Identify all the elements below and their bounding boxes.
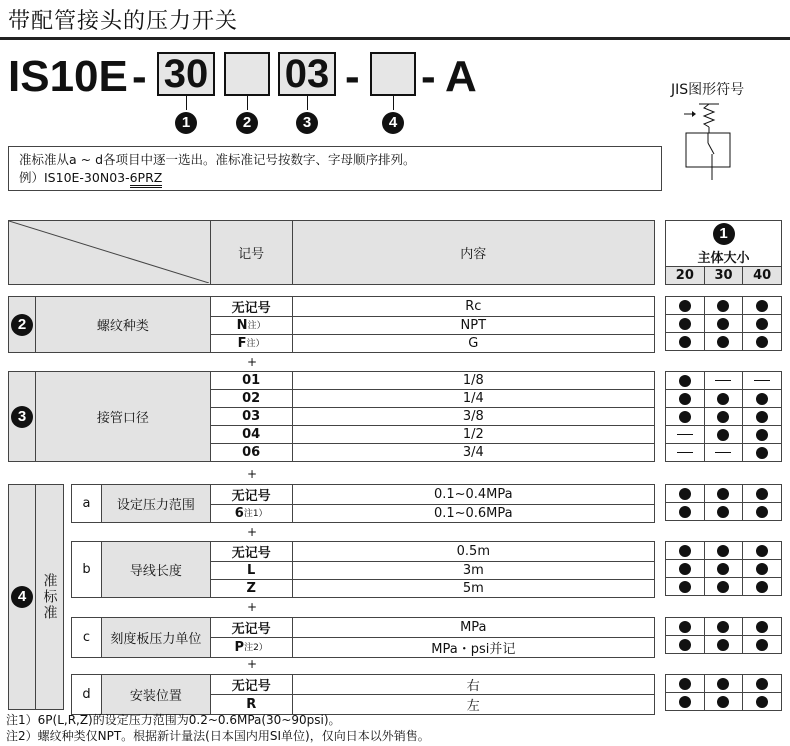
available-dot-icon bbox=[756, 411, 768, 423]
port-avail-3-2 bbox=[743, 426, 782, 444]
semi-d-avail-0-0 bbox=[666, 675, 705, 693]
semi-c-avail-0-2 bbox=[743, 618, 782, 636]
thread-content-2: G bbox=[292, 335, 654, 353]
available-dot-icon bbox=[756, 678, 768, 690]
semi-c-avail-0-0 bbox=[666, 618, 705, 636]
port-content-3: 1/2 bbox=[292, 426, 654, 444]
semi-group-a-table bbox=[71, 484, 655, 523]
unavailable-dash-icon bbox=[715, 452, 731, 453]
footnotes bbox=[6, 712, 430, 744]
code-box-size: 30 bbox=[157, 52, 215, 96]
semi-label: 准标准 bbox=[41, 573, 58, 621]
semi-a-avail-0-1 bbox=[704, 485, 743, 503]
semi-group-letter: d bbox=[72, 675, 102, 715]
semi-d-avail-1-0 bbox=[666, 693, 705, 711]
semi-group-b-table bbox=[71, 541, 655, 598]
code-suffix: A bbox=[445, 52, 477, 101]
semi-b-avail-2-2 bbox=[743, 578, 782, 596]
thread-avail-1-2 bbox=[743, 315, 782, 333]
footnote-1: 注1）6P(L,R,Z)的设定压力范围为0.2~0.6MPa(30~90psi)。 bbox=[6, 713, 341, 727]
thread-avail-0-1 bbox=[704, 297, 743, 315]
semi-marker-icon: 4 bbox=[11, 586, 33, 608]
marker-3-icon: 3 bbox=[296, 112, 318, 134]
available-dot-icon bbox=[717, 545, 729, 557]
available-dot-icon bbox=[717, 336, 729, 348]
available-dot-icon bbox=[756, 696, 768, 708]
semi-group-label: 刻度板压力单位 bbox=[101, 618, 210, 658]
port-avail-row bbox=[666, 372, 782, 390]
size-table-header bbox=[665, 220, 782, 285]
port-avail-row bbox=[666, 444, 782, 462]
port-avail-4-0 bbox=[666, 444, 705, 462]
semi-code: 无记号 bbox=[210, 542, 292, 562]
available-dot-icon bbox=[756, 639, 768, 651]
port-avail-1-1 bbox=[704, 390, 743, 408]
header-diagonal bbox=[9, 221, 209, 283]
semi-d-avail-row bbox=[666, 693, 782, 711]
semi-group-b-avail bbox=[665, 541, 782, 596]
available-dot-icon bbox=[679, 488, 691, 500]
available-dot-icon bbox=[717, 429, 729, 441]
semi-a-avail-row bbox=[666, 503, 782, 521]
size-label: 主体大小 bbox=[666, 247, 782, 267]
size-marker-cell bbox=[666, 221, 782, 247]
semi-d-avail-1-2 bbox=[743, 693, 782, 711]
semi-code: 无记号 bbox=[210, 485, 292, 505]
semi-label-cell bbox=[35, 484, 64, 710]
thread-avail-row bbox=[666, 333, 782, 351]
semi-a-avail-row bbox=[666, 485, 782, 503]
semi-code: L bbox=[210, 562, 292, 580]
port-avail-4-2 bbox=[743, 444, 782, 462]
thread-code-0: 无记号 bbox=[210, 297, 292, 317]
available-dot-icon bbox=[679, 621, 691, 633]
port-marker-cell bbox=[9, 372, 36, 462]
semi-content: MPa・psi并记 bbox=[292, 638, 654, 658]
port-avail-1-2 bbox=[743, 390, 782, 408]
semi-c-avail-1-1 bbox=[704, 636, 743, 654]
available-dot-icon bbox=[756, 506, 768, 518]
semi-code: Z bbox=[210, 580, 292, 598]
semi-d-avail-row bbox=[666, 675, 782, 693]
semi-a-avail-1-0 bbox=[666, 503, 705, 521]
port-content-1: 1/4 bbox=[292, 390, 654, 408]
unavailable-dash-icon bbox=[715, 380, 731, 381]
semi-group-d-avail bbox=[665, 674, 782, 711]
semi-c-avail-row bbox=[666, 636, 782, 654]
semi-group-c-avail bbox=[665, 617, 782, 654]
semi-b-avail-0-1 bbox=[704, 542, 743, 560]
port-content-0: 1/8 bbox=[292, 372, 654, 390]
available-dot-icon bbox=[679, 696, 691, 708]
port-table bbox=[8, 371, 655, 462]
semi-b-avail-row bbox=[666, 578, 782, 596]
semi-group-letter: a bbox=[72, 485, 102, 523]
thread-avail-0-0 bbox=[666, 297, 705, 315]
semi-content: 0.1~0.6MPa bbox=[292, 505, 654, 523]
semi-d-avail-0-1 bbox=[704, 675, 743, 693]
available-dot-icon bbox=[756, 393, 768, 405]
marker-1-icon: 1 bbox=[175, 112, 197, 134]
code-sep-1: - bbox=[132, 52, 147, 101]
marker-2-icon: 2 bbox=[236, 112, 258, 134]
port-avail-0-2 bbox=[743, 372, 782, 390]
note-example-code: 6PRZ bbox=[130, 170, 163, 188]
note-line-2 bbox=[19, 169, 651, 187]
semi-content: 5m bbox=[292, 580, 654, 598]
semi-b-avail-2-0 bbox=[666, 578, 705, 596]
available-dot-icon bbox=[717, 621, 729, 633]
header-content: 内容 bbox=[292, 221, 654, 285]
semi-b-avail-row bbox=[666, 560, 782, 578]
port-avail-3-0 bbox=[666, 426, 705, 444]
plus-1: + bbox=[247, 355, 258, 369]
semi-b-avail-0-2 bbox=[743, 542, 782, 560]
port-avail-row bbox=[666, 426, 782, 444]
semi-content: 0.5m bbox=[292, 542, 654, 562]
semi-group-label: 导线长度 bbox=[101, 542, 210, 598]
semi-b-avail-2-1 bbox=[704, 578, 743, 596]
semi-b-avail-1-2 bbox=[743, 560, 782, 578]
port-avail-row bbox=[666, 390, 782, 408]
available-dot-icon bbox=[717, 696, 729, 708]
semi-content: 0.1~0.4MPa bbox=[292, 485, 654, 505]
thread-table bbox=[8, 296, 655, 353]
port-label: 接管口径 bbox=[35, 372, 210, 462]
title-rule bbox=[0, 37, 790, 40]
available-dot-icon bbox=[679, 393, 691, 405]
thread-avail-2-1 bbox=[704, 333, 743, 351]
available-dot-icon bbox=[756, 545, 768, 557]
available-dot-icon bbox=[717, 678, 729, 690]
unavailable-dash-icon bbox=[677, 434, 693, 435]
semi-a-avail-0-2 bbox=[743, 485, 782, 503]
semi-c-avail-0-1 bbox=[704, 618, 743, 636]
thread-code-2: F$^{注)}$ bbox=[210, 335, 292, 353]
semi-c-avail-row bbox=[666, 618, 782, 636]
semi-a-avail-1-1 bbox=[704, 503, 743, 521]
semi-group-a-avail bbox=[665, 484, 782, 521]
thread-avail bbox=[665, 296, 782, 351]
semi-group-letter: b bbox=[72, 542, 102, 598]
available-dot-icon bbox=[717, 639, 729, 651]
available-dot-icon bbox=[717, 563, 729, 575]
plus-semi-2: + bbox=[247, 657, 258, 671]
available-dot-icon bbox=[756, 318, 768, 330]
thread-content-1: NPT bbox=[292, 317, 654, 335]
available-dot-icon bbox=[679, 545, 691, 557]
semi-content: 左 bbox=[292, 695, 654, 715]
semi-code: P$^{注2)}$ bbox=[210, 638, 292, 658]
semi-d-avail-0-2 bbox=[743, 675, 782, 693]
available-dot-icon bbox=[756, 563, 768, 575]
semi-b-avail-1-1 bbox=[704, 560, 743, 578]
code-box-semi bbox=[370, 52, 416, 96]
port-avail-1-0 bbox=[666, 390, 705, 408]
port-marker-icon: 3 bbox=[11, 406, 33, 428]
port-avail-3-1 bbox=[704, 426, 743, 444]
plus-semi-1: + bbox=[247, 600, 258, 614]
size-20: 20 bbox=[666, 266, 705, 284]
port-code-1: 02 bbox=[210, 390, 292, 408]
thread-content-0: Rc bbox=[292, 297, 654, 317]
available-dot-icon bbox=[717, 488, 729, 500]
thread-marker-icon: 2 bbox=[11, 314, 33, 336]
available-dot-icon bbox=[679, 506, 691, 518]
code-sep-2: - bbox=[345, 52, 360, 101]
available-dot-icon bbox=[756, 447, 768, 459]
port-code-0: 01 bbox=[210, 372, 292, 390]
size-marker-icon: 1 bbox=[713, 223, 735, 245]
semi-d-avail-1-1 bbox=[704, 693, 743, 711]
footnote-2: 注2）螺纹种类仅NPT。根据新计量法(日本国内用SI单位)，仅向日本以外销售。 bbox=[6, 729, 430, 743]
thread-avail-row bbox=[666, 315, 782, 333]
available-dot-icon bbox=[717, 393, 729, 405]
marker-line-2 bbox=[247, 96, 248, 110]
page-title: 带配管接头的压力开关 bbox=[8, 9, 239, 34]
port-avail-4-1 bbox=[704, 444, 743, 462]
note-box bbox=[8, 146, 662, 191]
port-code-2: 03 bbox=[210, 408, 292, 426]
unavailable-dash-icon bbox=[677, 452, 693, 453]
marker-line-4 bbox=[393, 96, 394, 110]
spec-table-header bbox=[8, 220, 655, 285]
semi-code: 无记号 bbox=[210, 675, 292, 695]
available-dot-icon bbox=[717, 581, 729, 593]
port-avail-row bbox=[666, 408, 782, 426]
semi-group-label: 安装位置 bbox=[101, 675, 210, 715]
available-dot-icon bbox=[717, 300, 729, 312]
jis-label: JIS图形符号 bbox=[671, 82, 745, 98]
semi-b-avail-0-0 bbox=[666, 542, 705, 560]
code-prefix: IS10E bbox=[8, 52, 128, 101]
port-content-4: 3/4 bbox=[292, 444, 654, 462]
marker-line-1 bbox=[186, 96, 187, 110]
semi-code: 无记号 bbox=[210, 618, 292, 638]
thread-code-1: N$^{注)}$ bbox=[210, 317, 292, 335]
semi-b-avail-row bbox=[666, 542, 782, 560]
available-dot-icon bbox=[756, 581, 768, 593]
available-dot-icon bbox=[679, 411, 691, 423]
semi-content: 右 bbox=[292, 675, 654, 695]
semi-content: 3m bbox=[292, 562, 654, 580]
marker-4-icon: 4 bbox=[382, 112, 404, 134]
semi-group-label: 设定压力范围 bbox=[101, 485, 210, 523]
semi-code: 6$^{注1)}$ bbox=[210, 505, 292, 523]
port-avail-0-0 bbox=[666, 372, 705, 390]
port-code-3: 04 bbox=[210, 426, 292, 444]
header-corner-cell bbox=[9, 221, 211, 285]
thread-avail-0-2 bbox=[743, 297, 782, 315]
code-box-port: 03 bbox=[278, 52, 336, 96]
thread-avail-1-1 bbox=[704, 315, 743, 333]
port-avail-2-1 bbox=[704, 408, 743, 426]
available-dot-icon bbox=[679, 581, 691, 593]
port-avail-2-2 bbox=[743, 408, 782, 426]
semi-code: R bbox=[210, 695, 292, 715]
semi-content: MPa bbox=[292, 618, 654, 638]
available-dot-icon bbox=[756, 300, 768, 312]
available-dot-icon bbox=[756, 488, 768, 500]
semi-a-avail-1-2 bbox=[743, 503, 782, 521]
code-sep-3: - bbox=[421, 52, 436, 101]
port-content-2: 3/8 bbox=[292, 408, 654, 426]
available-dot-icon bbox=[679, 336, 691, 348]
available-dot-icon bbox=[717, 506, 729, 518]
semi-group-letter: c bbox=[72, 618, 102, 658]
note-example-prefix: 例）IS10E-30N03- bbox=[19, 170, 130, 185]
port-avail bbox=[665, 371, 782, 462]
available-dot-icon bbox=[679, 563, 691, 575]
thread-label: 螺纹种类 bbox=[35, 297, 210, 353]
header-symbol: 记号 bbox=[210, 221, 292, 285]
thread-avail-2-2 bbox=[743, 333, 782, 351]
marker-line-3 bbox=[307, 96, 308, 110]
semi-c-avail-1-0 bbox=[666, 636, 705, 654]
jis-pressure-switch-icon bbox=[682, 102, 738, 182]
available-dot-icon bbox=[679, 300, 691, 312]
semi-c-avail-1-2 bbox=[743, 636, 782, 654]
plus-semi-0: + bbox=[247, 525, 258, 539]
code-box-thread bbox=[224, 52, 270, 96]
note-line-1: 准标准从a ~ d各项目中逐一选出。准标准记号按数字、字母顺序排列。 bbox=[19, 152, 416, 167]
port-avail-2-0 bbox=[666, 408, 705, 426]
semi-marker-cell bbox=[8, 484, 36, 710]
thread-avail-row bbox=[666, 297, 782, 315]
available-dot-icon bbox=[679, 639, 691, 651]
available-dot-icon bbox=[756, 429, 768, 441]
unavailable-dash-icon bbox=[754, 380, 770, 381]
available-dot-icon bbox=[717, 411, 729, 423]
size-40: 40 bbox=[743, 266, 782, 284]
plus-2: + bbox=[247, 467, 258, 481]
semi-group-c-table bbox=[71, 617, 655, 658]
size-30: 30 bbox=[704, 266, 743, 284]
available-dot-icon bbox=[717, 318, 729, 330]
available-dot-icon bbox=[679, 375, 691, 387]
semi-group-d-table bbox=[71, 674, 655, 715]
thread-avail-2-0 bbox=[666, 333, 705, 351]
available-dot-icon bbox=[679, 678, 691, 690]
port-code-4: 06 bbox=[210, 444, 292, 462]
thread-avail-1-0 bbox=[666, 315, 705, 333]
port-avail-0-1 bbox=[704, 372, 743, 390]
semi-b-avail-1-0 bbox=[666, 560, 705, 578]
thread-marker-cell bbox=[9, 297, 36, 353]
available-dot-icon bbox=[756, 336, 768, 348]
semi-a-avail-0-0 bbox=[666, 485, 705, 503]
available-dot-icon bbox=[679, 318, 691, 330]
available-dot-icon bbox=[756, 621, 768, 633]
